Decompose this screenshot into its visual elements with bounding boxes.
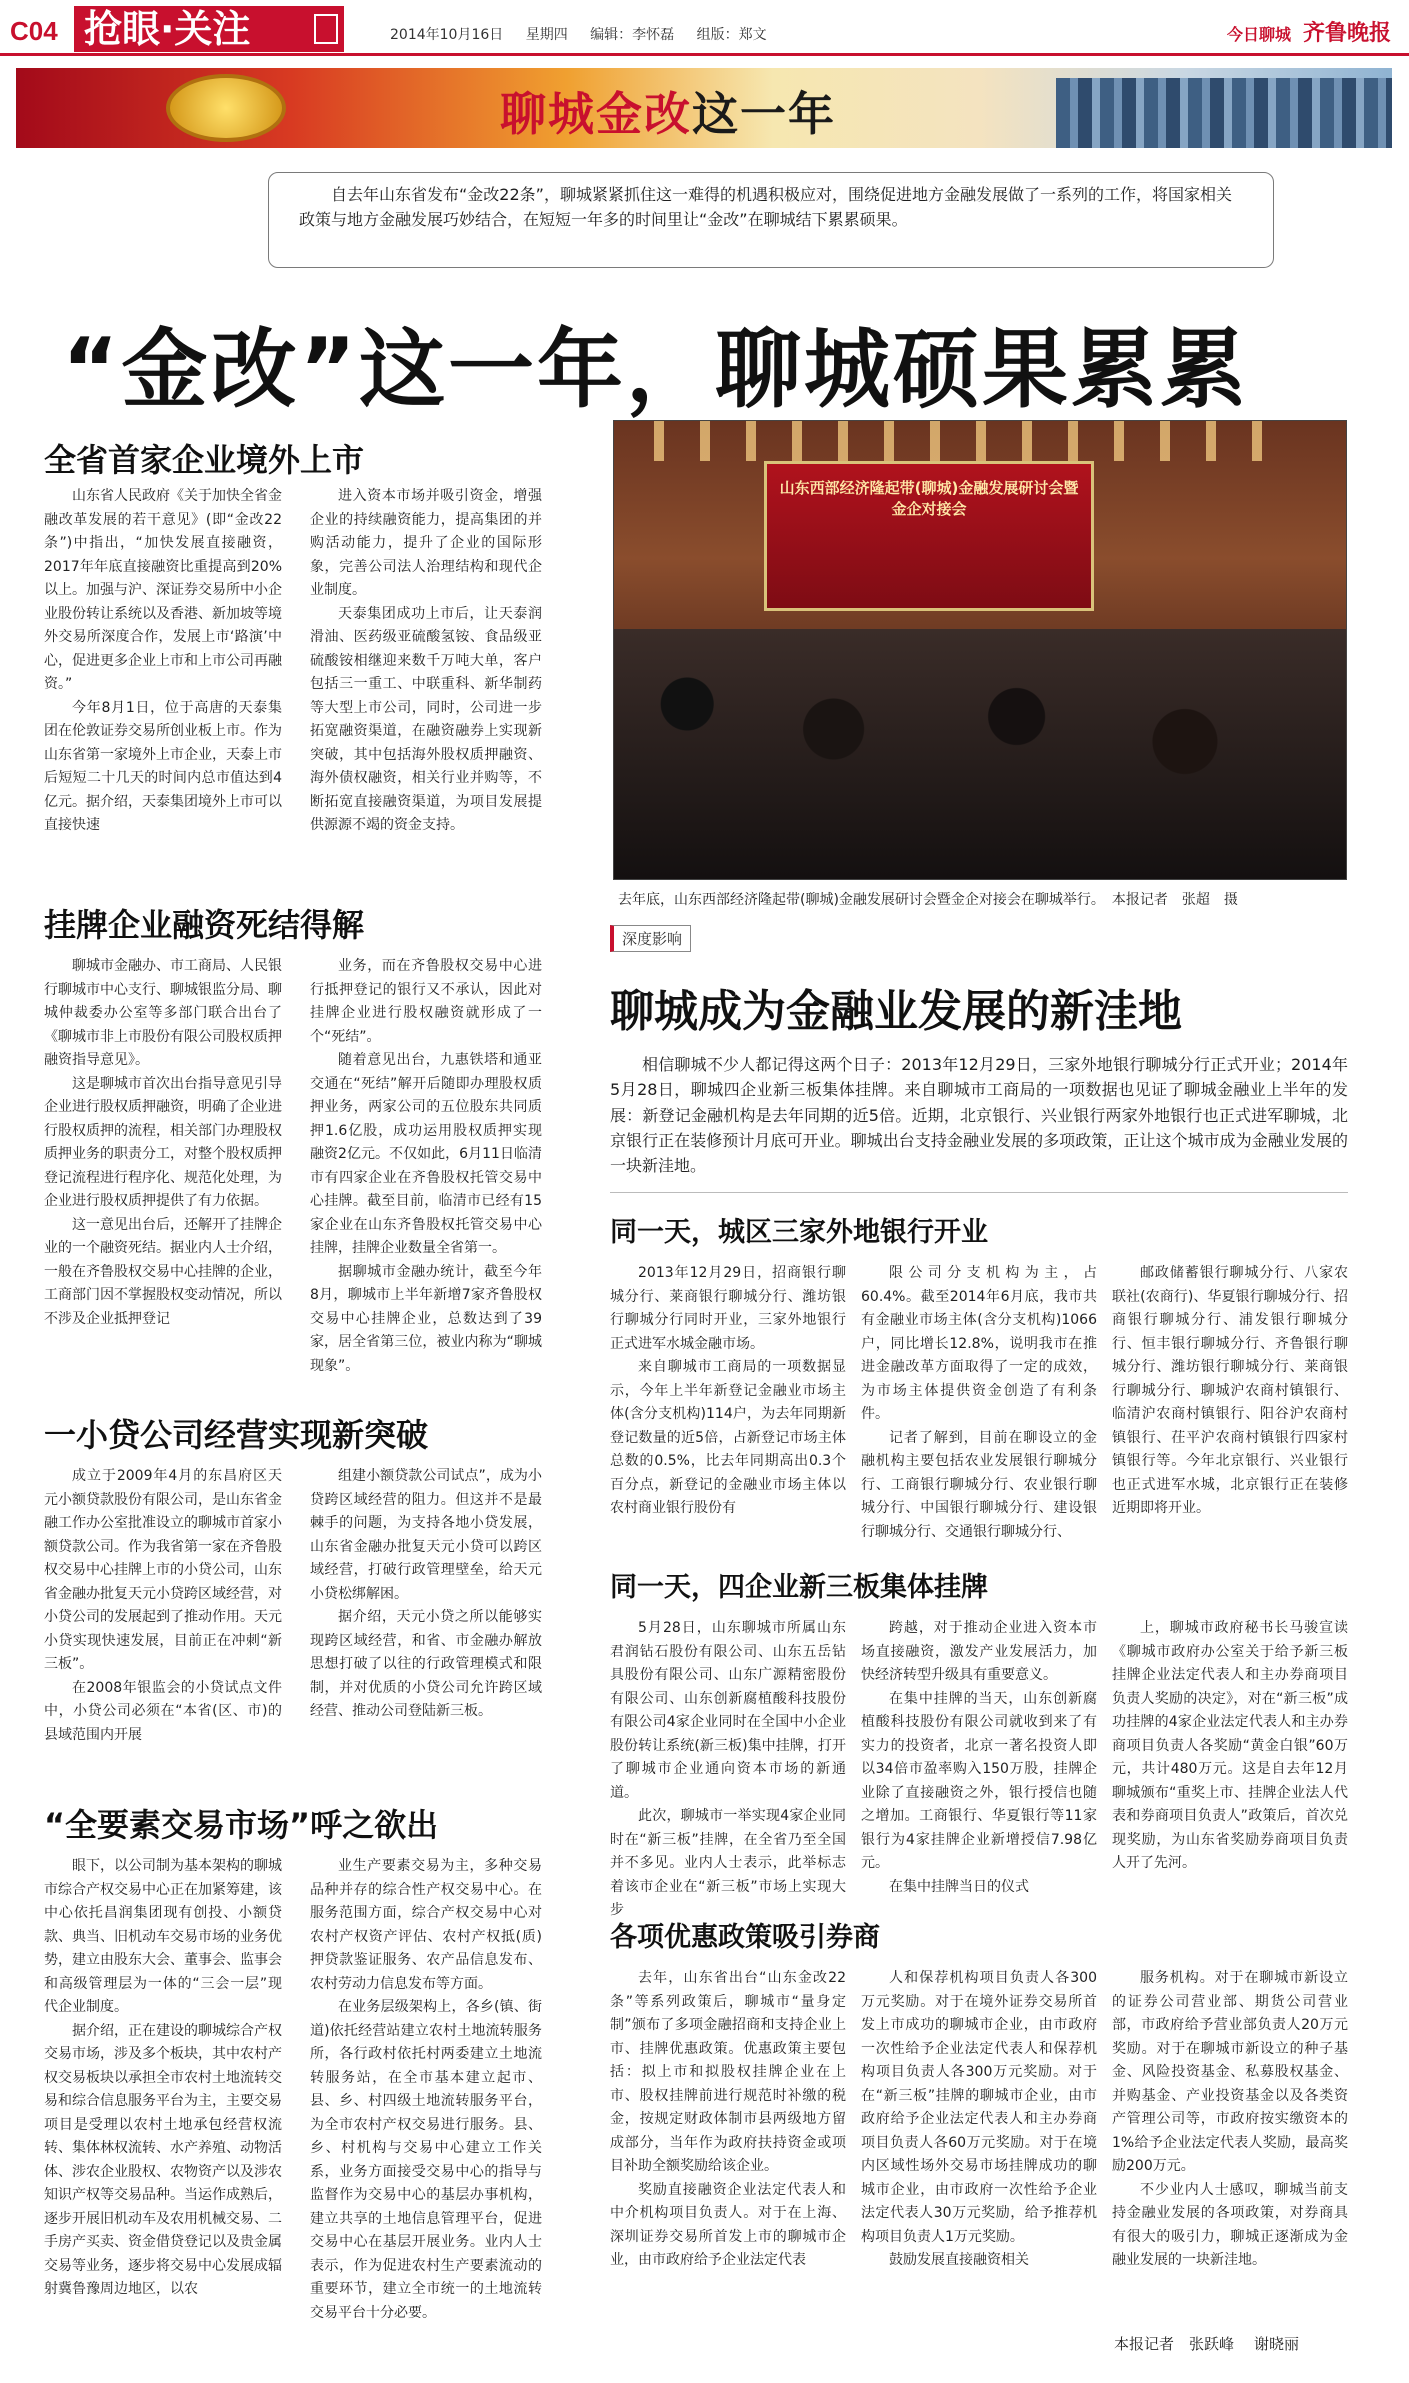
paragraph: 据介绍，正在建设的聊城综合产权交易市场，涉及多个板块，其中农村产权交易板块以承担全市农村土地流转交易和综合信息服务平台为主，主要交易项目是受理以农村土地承包经营权流转、集体林权流转、水产养殖、动物活体、涉农企业股权、农物资产以及涉农知识产权等交易品种。当运作成熟后，逐步开展旧机动车及农用机械交易、二手房产买卖、资金借贷登记以及贵金属交易等业务，逐步将交易中心发展成辐射冀鲁豫周边地区，以农 (44, 2022, 282, 2298)
paragraph: 成立于2009年4月的东昌府区天元小额贷款股份有限公司，是山东省金融工作办公室批准设立的聊城市首家小额贷款公司。作为我省第一家在齐鲁股权交易中心挂牌上市的小贷公司，山东省金融办批复天元小贷跨区域经营，对小贷公司的发展起到了推动作用。天元小贷实现快速发展，目前正在冲刺“新三板”。 (44, 1468, 282, 1673)
sec1-column-b (310, 485, 542, 880)
paragraph: 不少业内人士感叹，聊城当前支持金融业发展的各项政策，对券商具有很大的吸引力，聊城正逐渐成为金融业发展的一块新洼地。 (1112, 2181, 1348, 2269)
photo-caption (618, 889, 1238, 909)
banner-title (500, 78, 836, 144)
section-rubric (74, 6, 344, 52)
sec3-column-a (44, 1465, 282, 1785)
section-title-pledge-financing: 挂牌企业融资死结得解 (44, 906, 365, 944)
sec1-column-a (44, 485, 282, 880)
typesetter-credit: 组版：郑文 (696, 27, 767, 43)
paragraph: 随着意见出台，九惠铁塔和通亚交通在“死结”解开后随即办理股权质押业务，两家公司的五位股东共同质押1.6亿股，成功运用股权质押实现融资2亿元。不仅如此，6月11日临清市有四家企业在齐鲁股权托管交易中心挂牌。截至目前，临清市已经有15家企业在山东齐鲁股权托管交易中心挂牌，挂牌企业数量全省第一。 (310, 1052, 542, 1257)
paragraph: 去年，山东省出台“山东金改22条”等系列政策后，聊城市“量身定制”颁布了多项金融招商和支持企业上市、挂牌优惠政策。优惠政策主要包括：拟上市和拟股权挂牌企业在上市、股权挂牌前进行规范时补缴的税金，按规定财政体制市县两级地方留成部分，当年作为政府扶持资金或项目补助全额奖励给该企业。 (610, 1970, 846, 2175)
paragraph: 聊城市金融办、市工商局、人民银行聊城市中心支行、聊城银监分局、聊城仲裁委办公室等多部门联合出台了《聊城市非上市股份有限公司股权质押融资指导意见》。 (44, 958, 282, 1069)
rubric-ornament (314, 14, 338, 44)
column-tag: 深度影响 (610, 925, 691, 952)
paragraph: 来自聊城市工商局的一项数据显示，今年上半年新登记金融业市场主体(含分支机构)114户，为去年同期新登记数量的近5倍，占新登记市场主体总数的0.5%，比去年同期高出0.3个百分点，新登记的金融业市场主体以农村商业银行股份有 (610, 1359, 846, 1517)
sub2-column-3 (1112, 1617, 1348, 1900)
subhead-new-three-board: 同一天，四企业新三板集体挂牌 (610, 1572, 988, 1603)
section-title-microloan: 一小贷公司经营实现新突破 (44, 1416, 429, 1454)
paper-name: 齐鲁晚报 (1302, 21, 1391, 46)
paragraph: 这是聊城市首次出台指导意见引导企业进行股权质押融资，明确了企业进行股权质押的流程，相关部门办理股权质押业务的职责分工，对整个股权质押登记流程进行程序化、规范化处理，为企业进行股权质押提供了有力依据。 (44, 1075, 282, 1210)
paragraph: 2013年12月29日，招商银行聊城分行、莱商银行聊城分行、潍坊银行聊城分行同时开业，三家外地银行正式进军水城金融市场。 (610, 1265, 846, 1352)
paragraph: 据聊城市金融办统计，截至今年8月，聊城市上半年新增7家齐鲁股权交易中心挂牌企业，总数达到了39家，居全省第三位，被业内称为“聊城现象”。 (310, 1263, 542, 1374)
paragraph: 邮政储蓄银行聊城分行、八家农联社(农商行)、华夏银行聊城分行、招商银行聊城分行、浦发银行聊城分行、恒丰银行聊城分行、齐鲁银行聊城分行、潍坊银行聊城分行、莱商银行聊城分行、聊城沪农商村镇银行、临清沪农商村镇银行、阳谷沪农商村镇银行、茌平沪农商村镇银行四家村镇银行等。今年北京银行、兴业银行也正式进军水城，北京银行正在装修近期即将开业。 (1112, 1265, 1348, 1517)
paragraph: 在集中挂牌当日的仪式 (889, 1878, 1029, 1895)
photo-audience (614, 629, 1346, 879)
right-lead: 相信聊城不少人都记得这两个日子：2013年12月29日，三家外地银行聊城分行正式开业；2014年5月28日，聊城四企业新三板集体挂牌。来自聊城市工商局的一项数据也见证了聊城金融业上半年的发展：新登记金融机构是去年同期的近5倍。近期，北京银行、兴业银行两家外地银行也正式进军聊城，北京银行正在装修预计月底可开业。聊城出台支持金融业发展的多项政策，正让这个城市成为金融业发展的一块新洼地。 (610, 1055, 1348, 1176)
photo-screen-text: 山东西部经济隆起带(聊城)金融发展研讨会暨金企对接会 (779, 479, 1079, 518)
photo-credit: 本报记者 张超 摄 (1111, 892, 1238, 908)
reporter-name: 本报记者 张跃峰 (1114, 2335, 1235, 2353)
paragraph: 眼下，以公司制为基本架构的聊城市综合产权交易中心正在加紧筹建，该中心依托昌润集团现有创投、小额贷款、典当、旧机动车交易市场的业务优势，建立由股东大会、董事会、监事会和高级管理层为一体的“三会一层”现代企业制度。 (44, 1858, 282, 2016)
editor-credit: 编辑：李怀磊 (590, 27, 675, 43)
sub3-column-1 (610, 1967, 846, 2327)
sub1-column-1 (610, 1262, 846, 1552)
edition-name: 今日聊城 (1226, 25, 1291, 44)
paragraph: 限公司分支机构为主，占60.4%。截至2014年6月底，我市共有金融业市场主体(含分支机构)1066户，同比增长12.8%，说明我市在推进金融改革方面取得了一定的成效，为市场主体提供资金创造了有利条件。 (861, 1265, 1097, 1423)
intern-name: 谢晓丽 (1254, 2335, 1300, 2353)
paragraph: 山东省人民政府《关于加快全省金融改革发展的若干意见》(即“金改22条”)中指出，“加快发展直接融资，2017年年底直接融资比重提高到20%以上。加强与沪、深证券交易所中小企业股份转让系统以及香港、新加坡等境外交易所深度合作，发展上市‘路演’中心，促进更多企业上市和上市公司再融资。” (44, 488, 282, 693)
sub2-column-1 (610, 1617, 846, 1919)
paragraph: 进入资本市场并吸引资金，增强企业的持续融资能力，提高集团的并购活动能力，提升了企业的国际形象，完善公司法人治理结构和现代企业制度。 (310, 488, 542, 599)
sec3-column-b (310, 1465, 542, 1785)
paragraph: 人和保荐机构项目负责人各300万元奖励。对于在境外证券交易所首发上市成功的聊城市企业，由市政府一次性给予企业法定代表人和保荐机构项目负责人各300万元奖励。对于在“新三板”挂牌的聊城市企业，由市政府给予企业法定代表人和主办券商项目负责人各60万元奖励。对于在境内区域性场外交易市场挂牌成功的聊城市企业，由市政府一次性给予企业法定代表人30万元奖励，给予推荐机构项目负责人1万元奖励。 (861, 1970, 1097, 2245)
paragraph: 上，聊城市政府秘书长马骏宣读《聊城市政府办公室关于给予新三板挂牌企业法定代表人和主办券商项目负责人奖励的决定》，对在“新三板”成功挂牌的4家企业法定代表人和主办券商项目负责人各奖励“黄金白银”60万元，共计480万元。这是自去年12月聊城颁布“重奖上市、挂牌企业法人代表和券商项目负责人”政策后，首次兑现奖励，为山东省奖励券商项目负责人开了先河。 (1112, 1620, 1348, 1872)
paragraph: 5月28日，山东聊城市所属山东君润钻石股份有限公司、山东五岳钻具股份有限公司、山东广源精密股份有限公司、山东创新腐植酸科技股份有限公司4家企业同时在全国中小企业股份转让系统(新三板)集中挂牌，打开了聊城市企业通向资本市场的新通道。 (610, 1620, 846, 1801)
intro-box: 自去年山东省发布“金改22条”，聊城紧紧抓住这一难得的机遇积极应对，围绕促进地方金融发展做了一系列的工作，将国家相关政策与地方金融发展巧妙结合，在短短一年多的时间里让“金改”在聊城结下累累硕果。 (268, 172, 1274, 268)
sec2-column-b (310, 955, 542, 1400)
page-number: C04 (10, 16, 58, 46)
paper-brand (1227, 16, 1391, 47)
paragraph: 天泰集团成功上市后，让天泰润滑油、医药级亚硫酸氢铵、食品级亚硫酸铵相继迎来数千万吨大单，客户包括三一重工、中联重科、新华制药等大型上市公司，同时，公司进一步拓宽融资渠道，在融资融券上实现新突破，其中包括海外股权质押融资、海外债权融资，相关行业并购等，不断拓宽直接融资渠道，为项目发展提供源源不竭的资金支持。 (310, 605, 542, 834)
paragraph: 鼓励发展直接融资相关 (889, 2252, 1029, 2269)
issue-meta (390, 24, 785, 44)
banner-title-red: 聊城金改 (500, 87, 692, 141)
paragraph: 跨越，对于推动企业进入资本市场直接融资，激发产业发展活力，加快经济转型升级具有重要意义。 (861, 1620, 1097, 1684)
paragraph: 服务机构。对于在聊城市新设立的证券公司营业部、期货公司营业部，市政府给予营业部负责人20万元奖励。对于在聊城市新设立的种子基金、风险投资基金、私募股权基金、并购基金、产业投资基金以及各类资产管理公司等，市政府按实缴资本的1%给予企业法定代表人奖励，最高奖励200万元。 (1112, 1970, 1348, 2175)
issue-weekday: 星期四 (525, 27, 568, 43)
sec2-column-a (44, 955, 282, 1400)
coin-icon (166, 74, 286, 142)
section-title-factor-market: “全要素交易市场”呼之欲出 (44, 1806, 439, 1844)
subhead-incentives: 各项优惠政策吸引券商 (610, 1922, 880, 1953)
paragraph: 今年8月1日，位于高唐的天泰集团在伦敦证券交易所创业板上市。作为山东省第一家境外上市企业，天泰上市后短短二十几天的时间内总市值达到4亿元。据介绍，天泰集团境外上市可以直接快速 (44, 699, 282, 834)
conference-photo (613, 420, 1347, 880)
paragraph: 组建小额贷款公司试点”，成为小贷跨区域经营的阻力。但这并不是最棘手的问题，为支持各地小贷发展，山东省金融办批复天元小贷可以跨区域经营，打破行政管理壁垒，给天元小贷松绑解困。 (310, 1468, 542, 1602)
paragraph: 此次，聊城市一举实现4家企业同时在“新三板”挂牌，在全省乃至全国并不多见。业内人士表示，此举标志着该市企业在“新三板”市场上实现大步 (610, 1808, 846, 1919)
paragraph: 业生产要素交易为主，多种交易品种并存的综合性产权交易中心。在服务范围方面，综合产权交易中心对农村产权资产评估、农村产权抵(质)押贷款鉴证服务、农产品信息发布、农村劳动力信息发布等方面。 (310, 1858, 542, 1992)
section-title-overseas-listing: 全省首家企业境外上市 (44, 441, 365, 479)
paragraph: 在2008年银监会的小贷试点文件中，小贷公司必须在“本省(区、市)的县域范围内开展 (44, 1679, 282, 1743)
subhead-banks: 同一天，城区三家外地银行开业 (610, 1217, 988, 1248)
sub1-column-3 (1112, 1262, 1348, 1552)
paragraph: 在集中挂牌的当天，山东创新腐植酸科技股份有限公司就收到来了有实力的投资者，北京一著名投资人即以34倍市盈率购入150万股，挂牌企业除了直接融资之外，银行授信也随之增加。工商银行、华夏银行等11家银行为4家挂牌企业新增授信7.98亿元。 (861, 1690, 1097, 1872)
paragraph: 据介绍，天元小贷之所以能够实现跨区域经营，和省、市金融办解放思想打破了以往的行政管理模式和限制，并对优质的小贷公司允许跨区域经营、推动公司登陆新三板。 (310, 1609, 542, 1720)
sub3-column-2 (861, 1967, 1097, 2327)
city-skyline-image (1056, 78, 1392, 148)
paragraph: 在业务层级架构上，各乡(镇、街道)依托经营站建立农村土地流转服务所，各行政村依托村两委建立土地流转服务站，在全市基本建立起市、县、乡、村四级土地流转服务平台，为全市农村产权交易进行服务。县、乡、村机构与交易中心建立工作关系，业务方面接受交易中心的指导与监督作为交易中心的基层办事机构，建立共享的土地信息管理平台，促进交易中心在基层开展业务。业内人士表示，作为促进农村生产要素流动的重要环节，建立全市统一的土地流转交易平台十分必要。 (310, 1999, 542, 2321)
sec4-column-b (310, 1855, 542, 2370)
paragraph: 奖励直接融资企业法定代表人和中介机构项目负责人。对于在上海、深圳证券交易所首发上市的聊城市企业，由市政府给予企业法定代表 (610, 2181, 846, 2269)
sec4-column-a (44, 1855, 282, 2370)
paragraph: 这一意见出台后，还解开了挂牌企业的一个融资死结。据业内人士介绍，一般在齐鲁股权交易中心挂牌的企业，工商部门因不掌握股权变动情况，所以不涉及企业抵押登记 (44, 1216, 282, 1327)
banner-title-black: 这一年 (692, 87, 836, 141)
paragraph: 业务，而在齐鲁股权交易中心进行抵押登记的银行又不承认，因此对挂牌企业进行股权融资就形成了一个“死结”。 (310, 958, 542, 1045)
byline (1094, 2333, 1299, 2354)
divider (610, 1192, 1348, 1193)
sub1-column-2 (861, 1262, 1097, 1552)
photo-stage-screen (764, 461, 1094, 611)
paragraph: 记者了解到，目前在聊设立的金融机构主要包括农业发展银行聊城分行、工商银行聊城分行、农业银行聊城分行、中国银行聊城分行、建设银行聊城分行、交通银行聊城分行、 (861, 1429, 1097, 1540)
sub2-column-2 (861, 1617, 1097, 1900)
main-headline: “金改”这一年，聊城硕果累累 (62, 320, 1250, 420)
sub3-column-3 (1112, 1967, 1348, 2327)
right-headline: 聊城成为金融业发展的新洼地 (610, 986, 1182, 1037)
photo-ceiling-lights (654, 421, 1274, 461)
section-name: 抢眼·关注 (84, 7, 251, 51)
caption-text: 去年底，山东西部经济隆起带(聊城)金融发展研讨会暨金企对接会在聊城举行。 (618, 892, 1098, 908)
issue-date: 2014年10月16日 (390, 27, 504, 43)
